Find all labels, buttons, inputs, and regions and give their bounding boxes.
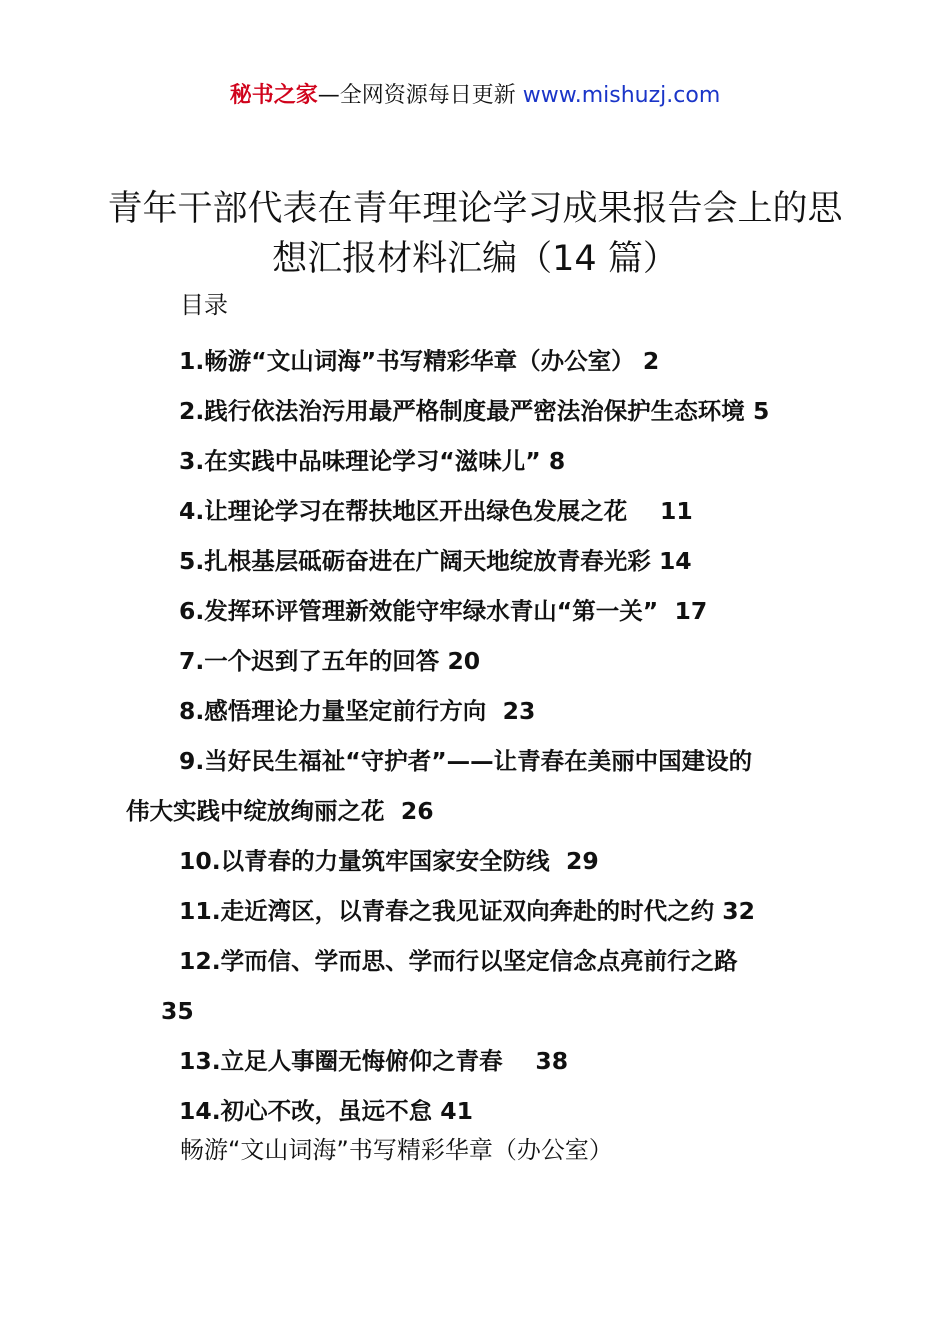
toc-item-text: 7.一个迟到了五年的回答 20 (179, 647, 481, 675)
toc-item[interactable] (126, 936, 836, 1036)
toc-item[interactable] (126, 836, 836, 886)
site-brand: 秘书之家 (229, 83, 318, 108)
toc-item[interactable] (126, 736, 836, 836)
toc-item-text: 6.发挥环评管理新效能守牢绿水青山“第一关” 17 (179, 597, 708, 625)
toc-item-text: 13.立足人事圈无悔俯仰之青春 38 (179, 1047, 569, 1075)
toc-item[interactable] (126, 386, 836, 436)
toc-item-text: 12.学而信、学而思、学而行以坚定信念点亮前行之路 (179, 947, 738, 975)
document-title: 青年干部代表在青年理论学习成果报告会上的思想汇报材料汇编（14 篇） (107, 189, 843, 279)
toc-item-text: 14.初心不改，虽远不怠 41 (179, 1097, 474, 1125)
toc-item-text: 2.践行依法治污用最严格制度最严密法治保护生态环境 5 (179, 397, 770, 425)
toc-item[interactable] (126, 636, 836, 686)
site-header (0, 80, 950, 112)
site-url-link[interactable]: www.mishuzj.com (522, 83, 721, 108)
toc-item-text: 8.感悟理论力量坚定前行方向 23 (179, 697, 536, 725)
toc-item-text: 10.以青春的力量筑牢国家安全防线 29 (179, 847, 599, 875)
toc-item[interactable] (126, 436, 836, 486)
section-heading: 畅游“文山词海”书写精彩华章（办公室） (180, 1136, 613, 1164)
toc-item[interactable] (126, 486, 836, 536)
toc-item-text: 1.畅游“文山词海”书写精彩华章（办公室） 2 (179, 347, 660, 375)
toc-item[interactable] (126, 336, 836, 386)
toc-item[interactable] (126, 686, 836, 736)
toc-item-text: 5.扎根基层砥砺奋进在广阔天地绽放青春光彩 14 (179, 547, 692, 575)
toc-item[interactable] (126, 1036, 836, 1086)
toc-item-text: 11.走近湾区，以青春之我见证双向奔赴的时代之约 32 (179, 897, 756, 925)
toc-item[interactable] (126, 886, 836, 936)
site-slogan: —全网资源每日更新 (317, 83, 516, 108)
toc-item[interactable] (126, 586, 836, 636)
toc-item-continuation: 伟大实践中绽放绚丽之花 26 (126, 797, 434, 825)
toc-heading: 目录 (180, 291, 228, 319)
toc-item-text: 3.在实践中品味理论学习“滋味儿” 8 (179, 447, 566, 475)
toc-item-text: 4.让理论学习在帮扶地区开出绿色发展之花 11 (179, 497, 693, 525)
table-of-contents (126, 336, 836, 1136)
toc-item[interactable] (126, 536, 836, 586)
toc-item[interactable] (126, 1086, 836, 1136)
toc-item-text: 9.当好民生福祉“守护者”——让青春在美丽中国建设的 (179, 747, 753, 775)
toc-item-continuation: 35 (161, 997, 194, 1025)
